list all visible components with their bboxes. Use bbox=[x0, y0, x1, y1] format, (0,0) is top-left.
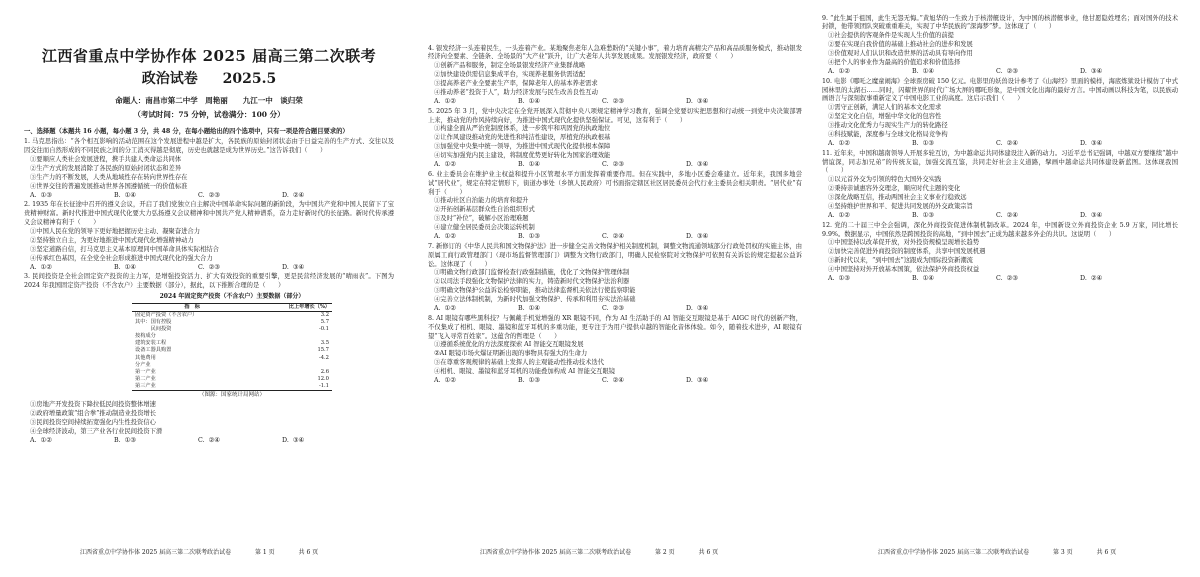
table-cell-value: 12.0 bbox=[317, 375, 329, 382]
question-item bbox=[822, 15, 1178, 78]
answer-choices bbox=[428, 98, 802, 107]
exam-info: （考试时间：75 分钟，试卷满分：100 分） bbox=[133, 110, 285, 119]
table-row bbox=[132, 362, 332, 369]
question-option: ②开拓创新基层群众性自治组织形式 bbox=[434, 206, 535, 214]
question-stem: 6. 业主委员会在维护业主权益和提升小区管理水平方面发挥着重要作用。但在实践中，多地小区委会难建立。近年来，我国多地尝试“居代业”，规定在特定情形下，街道办事处（乡镇人民政府）可书面指定辖区社区居民委员会代行业主委员会相关职责。“居代业”有利于（ ） bbox=[428, 170, 802, 196]
answer-choice: A. ①② bbox=[434, 98, 456, 106]
answer-choice: D. ③④ bbox=[1080, 68, 1103, 76]
table-cell-value bbox=[252, 362, 332, 369]
footer-exam-name: 江西省重点中学协作体 2025 届高三第二次联考政治试卷 bbox=[878, 549, 1030, 556]
question-option: ④完善立法体制机制，为新时代加强文物保护、传承和利用夯实法治基础 bbox=[434, 296, 636, 304]
question-stem: 11. 近年来，中国和越南领导人开展多轮互访，为中越命运共同体建设注入新的动力。习近平总书记强调，中越双方要继续“越中情谊深，同志加兄弟”的传统友谊，加强交流互鉴，共同走好社会主义道路，擘画中越命运共同体建设新蓝图。这体现我国（ ） bbox=[822, 149, 1178, 175]
question-option: ④中国坚持对外开放基本国策，依法保护外商投资权益 bbox=[828, 266, 980, 274]
answer-choice: B. ①④ bbox=[912, 68, 934, 76]
footer-page-total: 共 6 页 bbox=[1096, 549, 1117, 556]
question-option: ④切实加强党内民主建设，将制度优势更好转化为国家治理效能 bbox=[434, 152, 611, 160]
question-option: ④传承红色基因，在全党全社会形成推进中国式现代化的强大合力 bbox=[30, 254, 213, 262]
answer-choice: D. ③④ bbox=[282, 263, 305, 271]
question-option: ①构建全面从严治党制度体系，进一步筑牢和巩固党的执政地位 bbox=[434, 125, 611, 133]
table-cell-value: -4.2 bbox=[318, 354, 329, 361]
answer-choice: A. ①③ bbox=[30, 191, 52, 199]
answer-choice: C. ②③ bbox=[198, 191, 220, 199]
question-option: ②坚持独立自主，为更好地推进中国式现代化增强精神动力 bbox=[30, 236, 194, 244]
table-row bbox=[132, 355, 332, 362]
answer-choice: C. ②③ bbox=[198, 263, 220, 271]
question-stem: 10. 电影《哪吒之魔童闹海》全球票房破 150 亿元。电影里的妖兽设计参考了《山海经》里面的模样，海底炼狱设计模仿了中式园林里的太湖石……同时，闪耀世界的时代广场大屏的哪吒形象，是中国文化出海的最好方言。中国动画以科技为笔，以民族动画语言与深刻叙事重新定义了中国电影工业的高度。这启示我们（ ） bbox=[822, 77, 1178, 103]
section-heading: 一、选择题（本题共 16 小题，每小题 3 分，共 48 分，在每小题给出的四个选项中，只有一项是符合题目要求的） bbox=[24, 128, 349, 135]
answer-choice: D. ③④ bbox=[282, 437, 305, 445]
table-cell-label: 建筑安装工程 bbox=[135, 340, 167, 347]
question-stem: 2. 1935 年在长征途中召开的遵义会议，开启了我们党独立自主解决中国革命实际问题的新阶段，为中国共产党和中国人民留下了宝贵精神财富。新时代推进中国式现代化要大力弘扬遵义会议精神和中国共产党人精神谱系，奋力走好新时代的长征路。新时代传承遵义会议精神有利于（ ） bbox=[24, 201, 394, 226]
footer-page-number: 第 2 页 bbox=[655, 549, 675, 556]
answer-choices bbox=[428, 161, 802, 170]
footer-page-number: 第 1 页 bbox=[255, 549, 275, 556]
answer-choice: D. ③④ bbox=[686, 305, 709, 313]
question-item bbox=[428, 45, 802, 108]
table-header-row bbox=[132, 304, 332, 312]
question-option: ③提高养老产业全要素生产率，保障老年人的基本养老需求 bbox=[434, 80, 598, 88]
question-option: ③深化战略互信，推动两国社会主义事业行稳致远 bbox=[828, 194, 967, 202]
table-row bbox=[132, 347, 332, 354]
question-item bbox=[822, 150, 1178, 222]
table-cell-value: 15.7 bbox=[317, 347, 329, 354]
footer-page-2 bbox=[480, 549, 718, 558]
answer-choices bbox=[822, 275, 1178, 284]
table-cell-label: 其中：国有控股 bbox=[135, 319, 172, 326]
answer-choice: B. ①③ bbox=[518, 233, 540, 241]
answer-choice: A. ①② bbox=[828, 212, 850, 220]
answer-choice: A. ①② bbox=[30, 437, 52, 445]
question-option: ②以司法手段强化文物保护法律的实力，铸造新时代文物保护法治利器 bbox=[434, 278, 630, 286]
question-option: ②政府增量政策“组合拳”推动制造业投资增长 bbox=[30, 410, 157, 418]
question-stem: 5. 2025 年 3 月，党中央决定在全党开展深入贯彻中央八项规定精神学习教育，强调全党要切实把思想和行动统一到党中央决策部署上来，推动党的作风持续向好，为推进中国式现代化提供坚强保证。可见，这有利于（ ） bbox=[428, 107, 802, 124]
answer-choice: A. ①② bbox=[828, 68, 850, 76]
question-option: ①以元首外交为引领的特色大国外交实践 bbox=[828, 176, 942, 184]
answer-choice: B. ①④ bbox=[518, 161, 540, 169]
table-header-cell: 指 标 bbox=[132, 304, 252, 312]
answer-choice: D. ③④ bbox=[686, 161, 709, 169]
answer-choice: B. ①④ bbox=[114, 263, 136, 271]
answer-choice: C. ②④ bbox=[602, 233, 624, 241]
table-cell-value: 3.2 bbox=[320, 312, 329, 319]
question-option: ②坚定文化自信，增强中华文化的包容性 bbox=[828, 113, 942, 121]
question-option: ②让作风建设推动党的先进性和纯洁性建设，厚植党的执政根基 bbox=[434, 134, 611, 142]
table-cell-label: 分产业 bbox=[135, 361, 151, 368]
footer-page-1 bbox=[80, 549, 318, 558]
question-option: ③价值观对人们认识和改造世界的活动具有导向作用 bbox=[828, 50, 973, 58]
question-option: ③在尊重客观规律的基础上发挥人的主观能动性推动技术迭代 bbox=[434, 359, 605, 367]
answer-choice: C. ②④ bbox=[198, 437, 220, 445]
table-caption: 2024 年固定资产投资（不含农户）主要数据（部分） bbox=[159, 292, 305, 300]
answer-choice: B. ①③ bbox=[912, 212, 934, 220]
question-item bbox=[24, 273, 394, 446]
question-list-3 bbox=[822, 15, 1178, 285]
column-1 bbox=[24, 44, 394, 534]
answer-choice: D. ②④ bbox=[1080, 275, 1103, 283]
table-cell-value: -1.1 bbox=[252, 383, 332, 391]
question-option: ①明确文物行政部门监督检查行政强制措施，优化了文物保护管理体制 bbox=[434, 269, 630, 277]
table-header-cell: 比上年增长（%） bbox=[252, 304, 332, 312]
question-item bbox=[428, 108, 802, 171]
table-row bbox=[132, 383, 332, 391]
answer-choices bbox=[24, 264, 394, 273]
answer-choice: B. ①④ bbox=[912, 275, 934, 283]
question-option: ③及时“补位”，破解小区治理难题 bbox=[434, 215, 529, 223]
footer-page-total: 共 6 页 bbox=[298, 549, 319, 556]
answer-choice: C. ②④ bbox=[602, 377, 624, 385]
table-cell-value: 3.5 bbox=[320, 340, 329, 347]
question-option: ②AI 眼镜市场火爆证明新出现的事物具有强大的生命力 bbox=[434, 350, 588, 358]
answer-choice: C. ②③ bbox=[602, 98, 624, 106]
question-option: ③新时代以来，“到中国去”这跟成为国际投资新潮流 bbox=[828, 257, 973, 265]
investment-table bbox=[132, 303, 332, 390]
table-cell-value bbox=[252, 333, 332, 340]
question-option: ③推动文化优秀力与现实生产力的转化路径 bbox=[828, 122, 948, 130]
table-cell-label: 其他费用 bbox=[135, 354, 156, 361]
question-option: ④科技赋能，深度参与全球文化格局竞争构 bbox=[828, 131, 948, 139]
answer-choices bbox=[428, 377, 802, 386]
answer-choices bbox=[822, 68, 1178, 77]
table-cell-value: 5.7 bbox=[320, 319, 329, 326]
table-row bbox=[132, 376, 332, 383]
column-3 bbox=[822, 14, 1178, 534]
answer-choice: D. ②④ bbox=[282, 191, 305, 199]
table-cell-label: 第三产业 bbox=[132, 383, 252, 391]
question-option: ③加强党中央集中统一领导，为推进中国式现代化提供根本保障 bbox=[434, 143, 611, 151]
question-option: ④坚持维护世界和平、促进共同发展的外交政策宗旨 bbox=[828, 203, 973, 211]
answer-choice: B. ①④ bbox=[114, 191, 136, 199]
question-option: ②要在实现自我价值的基础上推动社会的进步和发展 bbox=[828, 41, 973, 49]
question-stem: 4. 银发经济一头连着民生，一头连着产业。某地聚焦老年人急难愁盼的“关键小事”，着力培育高精尖产品和高品质服务模式，推动银发经济向全要素、全链条、全场景的“大产业”跃升，让广大老年人共享发展成果。发展银发经济，政府要（ ） bbox=[428, 44, 802, 61]
question-option: ①遵循系统优化的方法深度探索 AI 智能交互眼镜发展 bbox=[434, 341, 584, 349]
answer-choice: C. ②④ bbox=[996, 140, 1018, 148]
investment-table-block bbox=[132, 293, 332, 400]
question-option: ④建立健全居民委员会决策运转机制 bbox=[434, 224, 535, 232]
table-cell-value: 2.6 bbox=[320, 368, 329, 375]
table-row bbox=[132, 369, 332, 376]
question-stem: 8. AI 眼镜有哪些黑科技？与佩戴手机觉增强的 XR 眼镜不同，作为 AI 生活助手的 AI 智能交互眼镜是基于 AIGC 时代的创新产物，不仅集成了相机、眼镜、墨镜和蓝牙耳机的多重功能，更专注于为用户提供卓越的智能化音体体验。如今，随着技术进步，AI 眼镜有望“飞入寻常百姓家”。这蕴含的哲理是（ ） bbox=[428, 314, 802, 340]
answer-choices bbox=[24, 192, 394, 201]
exam-authors: 命题人：南昌市第二中学 周艳丽 九江一中 谈归荣 bbox=[115, 96, 303, 105]
question-option: ④推动养老“投资于人”，助力经济发展与民生改善良性互动 bbox=[434, 89, 598, 97]
question-item bbox=[822, 222, 1178, 285]
answer-choices bbox=[428, 305, 802, 314]
footer-page-total: 共 6 页 bbox=[698, 549, 719, 556]
footer-exam-name: 江西省重点中学协作体 2025 届高三第二次联考政治试卷 bbox=[80, 549, 232, 556]
answer-choice: D. ③④ bbox=[1080, 212, 1103, 220]
table-cell-label: 按构成分 bbox=[135, 333, 156, 340]
table-row bbox=[132, 326, 332, 333]
question-option: ①推动社区自治能力的培育和提升 bbox=[434, 197, 529, 205]
question-item bbox=[428, 315, 802, 387]
footer-exam-name: 江西省重点中学协作体 2025 届高三第二次联考政治试卷 bbox=[480, 549, 632, 556]
question-stem: 1. 马克思指出：“各个相互影响的活动范围在这个发展进程中越是扩大，各民族的原始封闭状态由于日益完善的生产方式、交往以及因交往而自然形成的不同民族之间的分工消灭得越是彻底，历史也就越是成为世界历史。”这告诉我们（ ） bbox=[24, 137, 394, 154]
question-stem: 9. “此生属于祖国，此生无怨无悔。”黄旭华的一生致力于核潜艇设计，为中国的核潜艇事业，他甘愿隐姓埋名；面对国外的技术封锁，他带领团队突破重重难关，实现了中华民族的“深海梦”梦。这体现了（ ） bbox=[822, 14, 1178, 31]
answer-choice: B. ①④ bbox=[518, 305, 540, 313]
question-item bbox=[24, 201, 394, 273]
question-option: ③生产力的不断发展，人类从地域性存在转向世界性存在 bbox=[30, 173, 188, 181]
exam-subject: 政治试卷 bbox=[141, 71, 198, 87]
table-cell-label: 固定资产投资（不含农户） bbox=[135, 312, 198, 319]
answer-choice: A. ①② bbox=[434, 233, 456, 241]
answer-choice: A. ①② bbox=[30, 263, 52, 271]
question-option: ④相机、眼镜、墨镜和蓝牙耳机的功能叠加构成 AI 智能交互眼镜 bbox=[434, 368, 616, 376]
answer-choice: D. ③④ bbox=[686, 377, 709, 385]
answer-choice: B. ①③ bbox=[518, 377, 540, 385]
answer-choice: C. ②③ bbox=[996, 275, 1018, 283]
question-option: ③坚定道路自信，打马克思主义基本原理同中国革命具体实际相结合 bbox=[30, 245, 219, 253]
question-option: ④世界交往的普遍发展推动世界各国遵循统一的价值标准 bbox=[30, 182, 188, 190]
column-2 bbox=[428, 44, 802, 534]
answer-choice: C. ②③ bbox=[996, 68, 1018, 76]
answer-choice: A. ①③ bbox=[828, 275, 850, 283]
exam-date: 2025.5 bbox=[222, 71, 277, 87]
answer-choice: B. ①③ bbox=[912, 140, 934, 148]
answer-choice: D. ③④ bbox=[1080, 140, 1103, 148]
question-stem: 12. 党的二十届三中全会强调，深化外商投资促进体制机制改革。2024 年，中国新设立外商投资企业 5.9 万家，同比增长 9.9%。数据显示，中国依然是跨国投资的高地，“到中国去”正成为越来越多外企的共识。这说明（ ） bbox=[822, 221, 1178, 238]
question-option: ④全球经济波动，第三产业各行业民间投资下滑 bbox=[30, 428, 163, 436]
question-option: ①中国人民在党的领导下更好地把握历史主动、凝聚奋进合力 bbox=[30, 227, 201, 235]
answer-choice: A. ①② bbox=[434, 377, 456, 385]
answer-choice: B. ①④ bbox=[518, 98, 540, 106]
answer-choice: D. ③④ bbox=[686, 98, 709, 106]
answer-choice: A. ①② bbox=[434, 161, 456, 169]
question-option: ②加快建设供需信息集成平台，实现养老服务供需适配 bbox=[434, 71, 586, 79]
question-list-1 bbox=[24, 138, 394, 446]
question-item bbox=[24, 138, 394, 201]
answer-choices bbox=[24, 437, 394, 446]
answer-choice: C. ②④ bbox=[996, 212, 1018, 220]
question-option: ②生产方式的发展消除了各民族的原始封闭状态和差异 bbox=[30, 164, 182, 172]
question-option: ①中国坚持以改革促开放，对外投资规模呈现增长趋势 bbox=[828, 239, 980, 247]
table-cell-label: 第二产业 bbox=[135, 375, 156, 382]
answer-choice: A. ①② bbox=[828, 140, 850, 148]
question-option: ①需守正创新，满足人们的基本文化需求 bbox=[828, 104, 942, 112]
table-cell-value: -0.1 bbox=[318, 326, 329, 333]
answer-choice: C. ②③ bbox=[602, 305, 624, 313]
question-option: ②秉持亲诚惠容外交理念，顺应时代主题的变化 bbox=[828, 185, 961, 193]
question-option: ①要顺应人类社会发展进程，携手共建人类命运共同体 bbox=[30, 155, 182, 163]
question-list-2 bbox=[428, 45, 802, 387]
question-option: ③民间投资空间持续拓宽强化内生性投资信心 bbox=[30, 419, 156, 427]
exam-title: 江西省重点中学协作体 2025 届高三第二次联考 bbox=[41, 47, 377, 65]
question-item bbox=[822, 78, 1178, 150]
column-1-body bbox=[24, 128, 394, 446]
answer-choices bbox=[428, 233, 802, 242]
table-source: （图源：国家统计局网站） bbox=[198, 391, 265, 398]
question-item bbox=[428, 243, 802, 315]
question-option: ④把个人的事业作为最高的价值追求和价值选择 bbox=[828, 59, 961, 67]
question-option: ①社会提供的客观条件是实现人生价值的前提 bbox=[828, 32, 954, 40]
question-option: ②加快完善促进外商投资的制度体系，共享中国发展机遇 bbox=[828, 248, 986, 256]
footer-page-number: 第 3 页 bbox=[1053, 549, 1073, 556]
answer-choice: C. ②③ bbox=[602, 161, 624, 169]
table-cell-label: 民间投资 bbox=[135, 326, 172, 333]
answer-choice: A. ①② bbox=[434, 305, 456, 313]
question-option: ①房地产开发投资下降拉低民间投资整体增速 bbox=[30, 401, 156, 409]
answer-choice: B. ①③ bbox=[114, 437, 136, 445]
footer-page-3 bbox=[878, 549, 1116, 558]
answer-choices bbox=[822, 212, 1178, 221]
answer-choice: D. ③④ bbox=[686, 233, 709, 241]
question-option: ①创新产品和服务，制定全场景银发经济产业集群战略 bbox=[434, 62, 586, 70]
question-stem: 7. 新修订的《中华人民共和国文物保护法》进一步健全完善文物保护相关制度机制，调整文物流通领域部分行政处罚权的实施主体，由原属工商行政管理部门（现市场监督管理部门）调整为文物行政部门，明确人民检察院对文物保护可依照有关诉讼的规定提起公益诉讼。这体现了（ ） bbox=[428, 242, 802, 268]
table-cell-label: 设备工器具购置 bbox=[135, 347, 172, 354]
answer-choices bbox=[822, 140, 1178, 149]
question-option: ③明确文物保护公益诉讼检察职能，推动法律监督机关依法行使监察职能 bbox=[434, 287, 636, 295]
question-item bbox=[428, 171, 802, 243]
table-cell-label: 第一产业 bbox=[135, 368, 156, 375]
question-stem: 3. 民间投资是全社会固定资产投资的主力军，是增强投资活力、扩大有效投资的重要引擎，更是民营经济发展的“晴雨表”。下图为 2024 年我国固定资产投资（不含农户）主要数据（部分），据此，以下推断合理的是（ ） bbox=[24, 273, 394, 289]
